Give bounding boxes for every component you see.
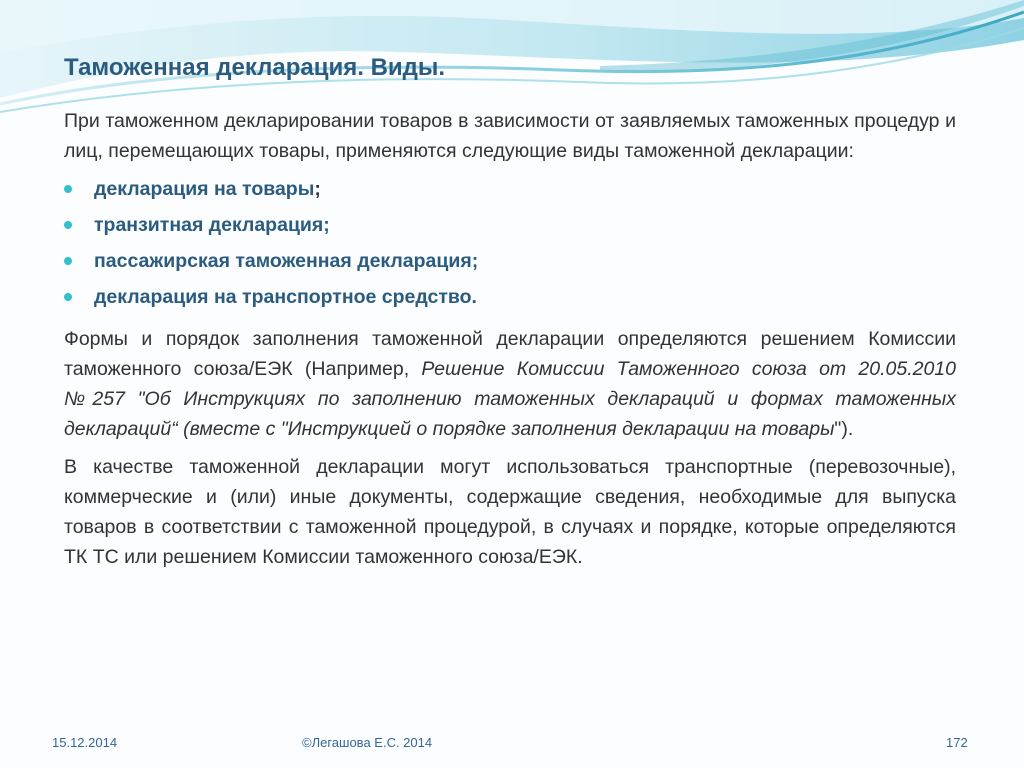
bullet-dot-icon [64, 257, 72, 265]
forms-text-end: "). [834, 418, 854, 440]
slide-content [64, 106, 956, 580]
forms-reference-italic: Решение Комиссии Таможенного союза от 20.05.2010 №257 "Об Инструкциях по заполнению таможенных деклараций и формах таможенных деклараций“ (вместе с "Инструкцией о порядке заполнения декларации на товары [64, 358, 956, 440]
list-item-text: декларация на транспортное средство. [94, 286, 477, 308]
footer-date: 15.12.2014 [52, 735, 118, 750]
list-item [64, 282, 956, 318]
list-item-text: пассажирская таможенная декларация; [94, 250, 479, 272]
forms-paragraph [64, 324, 956, 444]
list-item [64, 246, 956, 282]
list-item-text: транзитная декларация; [94, 214, 330, 236]
declaration-types-list [64, 174, 956, 318]
slide-title: Таможенная декларация. Виды. [64, 54, 446, 81]
list-item [64, 174, 956, 210]
other-documents-paragraph: В качестве таможенной декларации могут использоваться транспортные (перевозочные), коммерческие и (или) иные документы, содержащие сведения, необходимые для выпуска товаров в соответствии с таможенной процедурой, в случаях и порядке, которые определяются ТК ТС или решением Комиссии таможенного союза/ЕЭК. [64, 456, 956, 568]
bullet-dot-icon [64, 185, 72, 193]
list-item-text: декларация на товары [94, 178, 315, 200]
footer-author: ©Легашова Е.С. 2014 [302, 735, 433, 750]
list-item-punct: ; [314, 178, 321, 200]
list-item [64, 210, 956, 246]
footer-page-number: 172 [946, 735, 968, 750]
bullet-dot-icon [64, 221, 72, 229]
forms-text: Формы и порядок заполнения таможенной декларации определяются решением Комиссии таможенного союза/ЕЭК (Например, [64, 328, 956, 380]
bullet-dot-icon [64, 293, 72, 301]
intro-paragraph: При таможенном декларировании товаров в зависимости от заявляемых таможенных процедур и лиц, перемещающих товары, применяются следующие виды таможенной декларации: [64, 110, 956, 162]
